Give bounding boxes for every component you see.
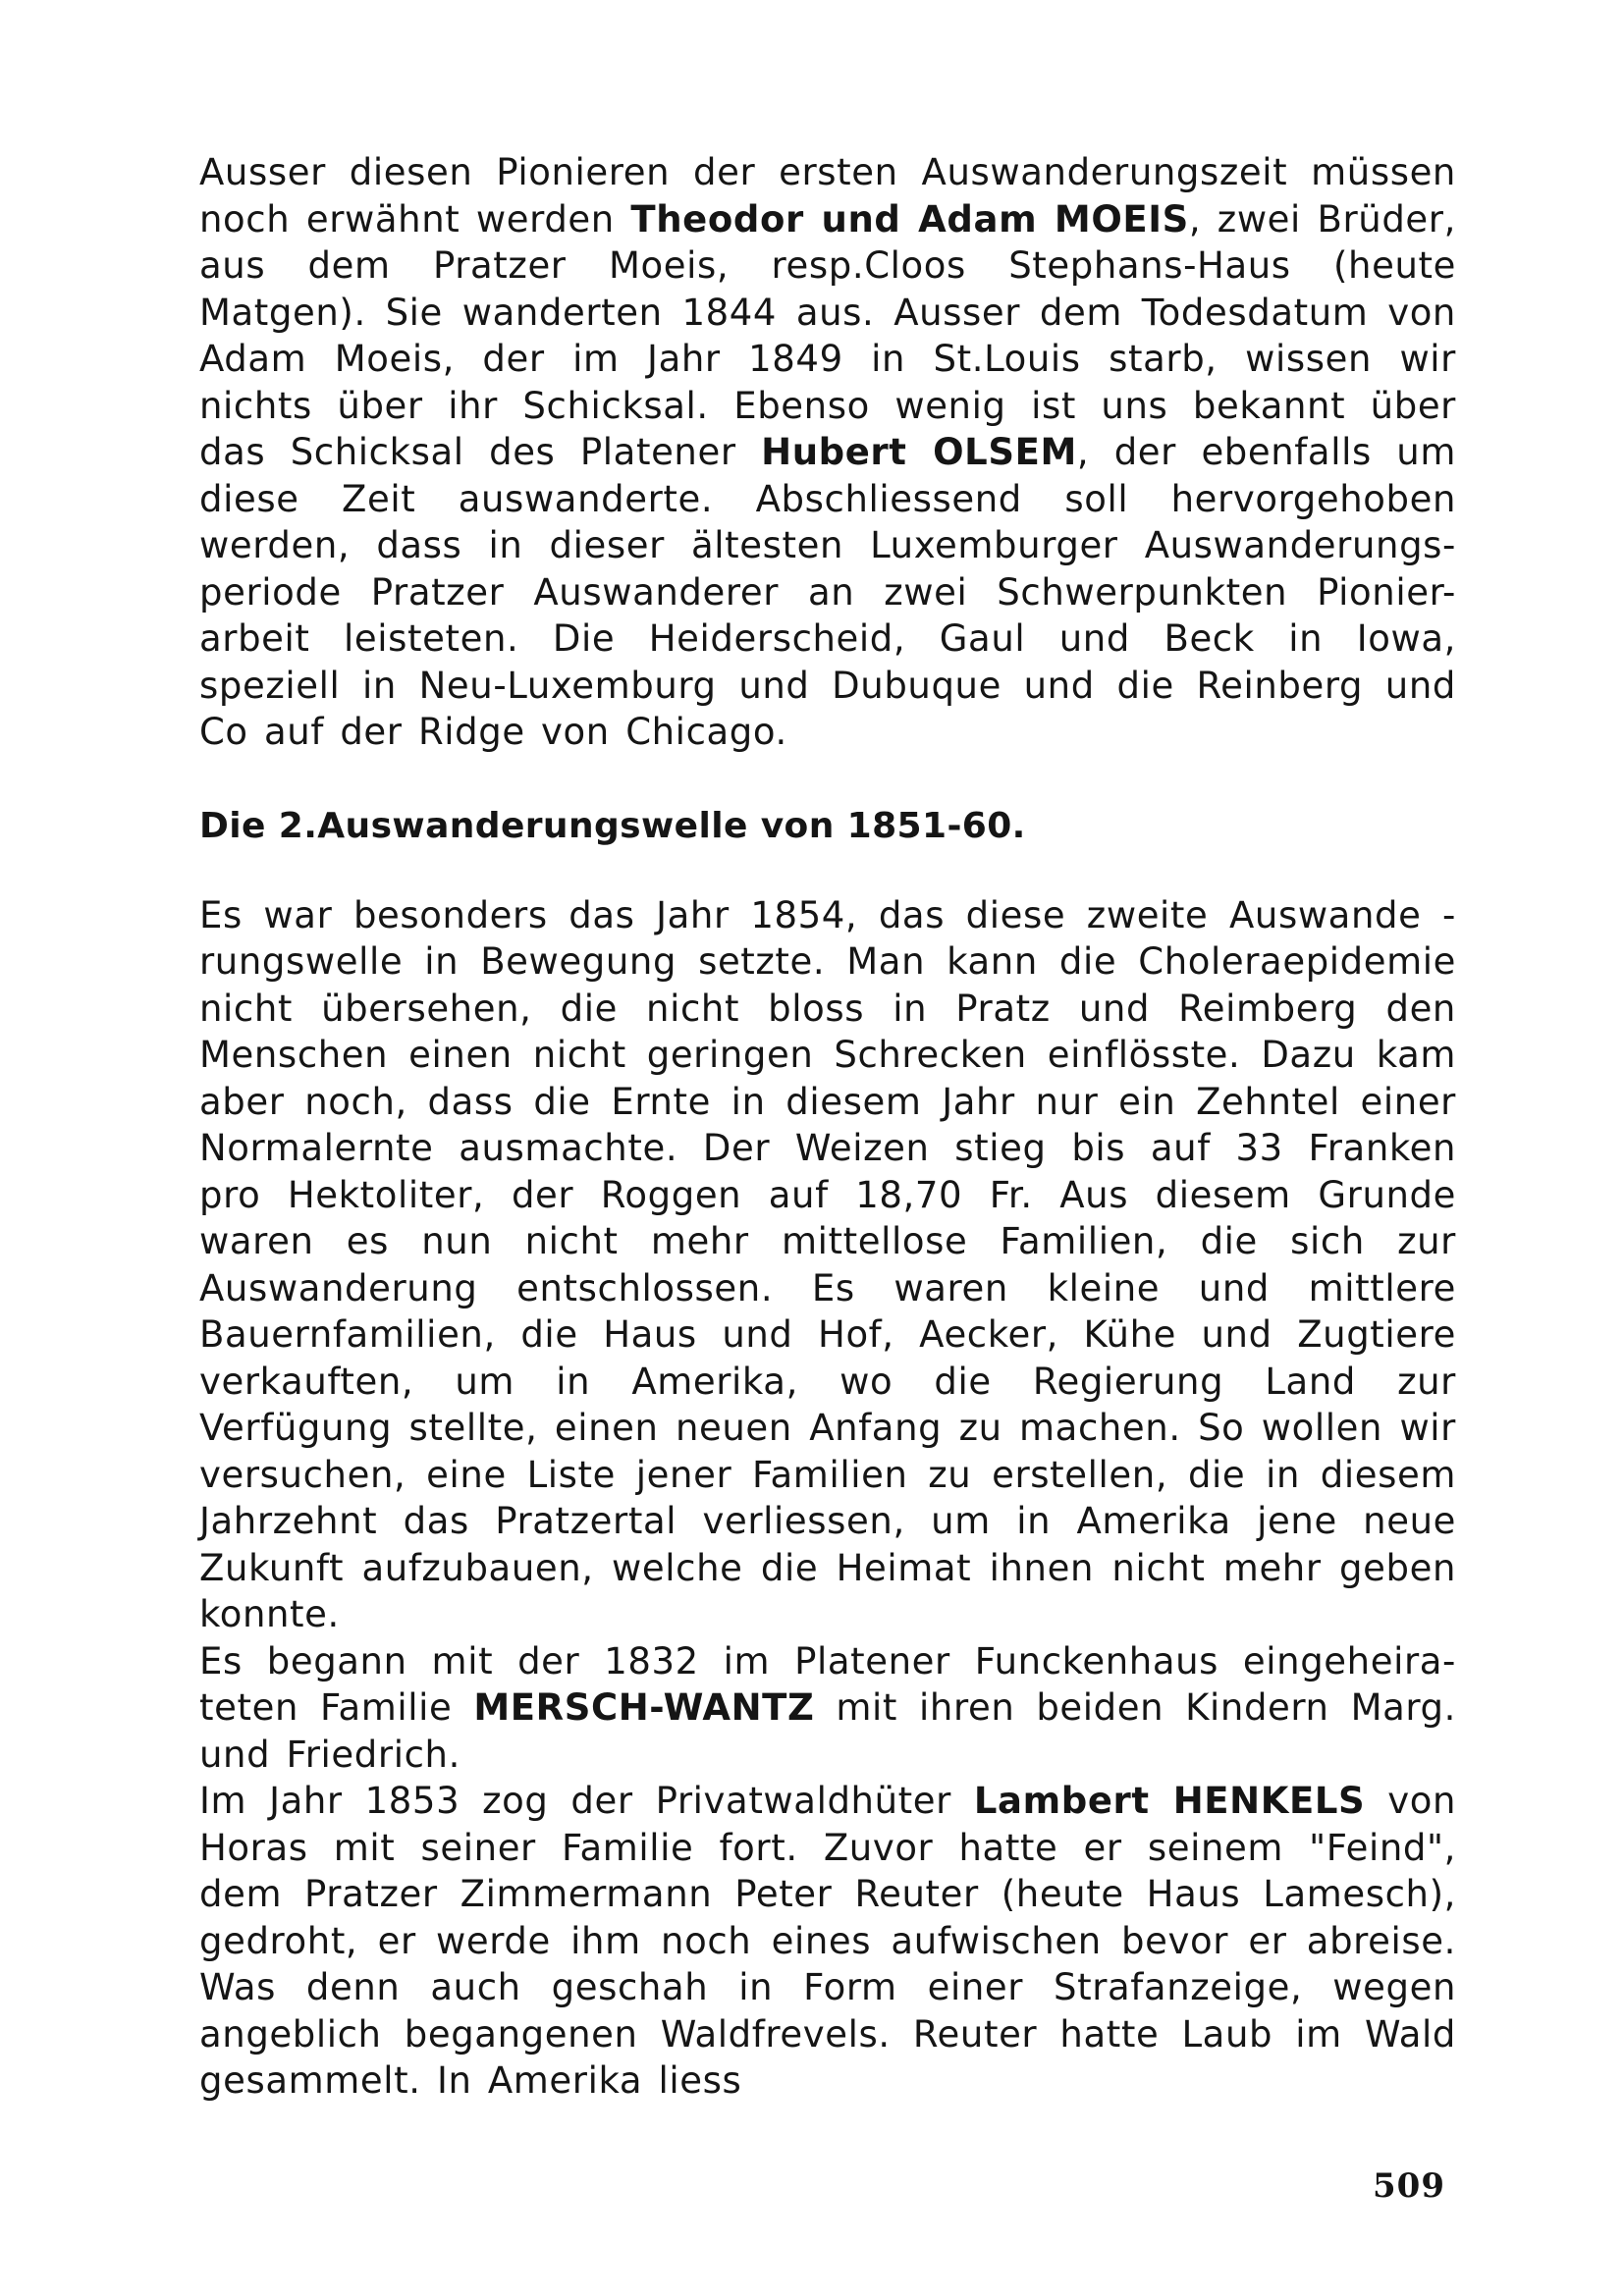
bold-name: MERSCH-WANTZ <box>473 1686 815 1729</box>
section-heading <box>199 803 1456 849</box>
bold-name: Hubert OLSEM <box>761 431 1077 473</box>
bold-name: Die 2.Auswanderungswelle von 1851-60. <box>199 805 1026 846</box>
paragraph <box>199 892 1456 1638</box>
text-segment: Ausser diesen Pionieren der ersten Auswanderungszeit müssen noch erwähnt werden <box>199 151 1456 240</box>
paragraph <box>199 1778 1456 2105</box>
text-segment: von Horas mit seiner Familie fort. Zuvor hatte er seinem "Feind", dem Pratzer Zimmermann Peter Reuter (heute Haus Lamesch), gedroht, er werde ihm noch eines aufwischen bevor er abreise. Was denn auch geschah in Form einer Strafanzeige, wegen angeblich begangenen Waldfrevels. Reuter hatte Laub im Wald gesammelt. In Amerika liess <box>199 1780 1456 2102</box>
paragraph <box>199 149 1456 756</box>
paragraph <box>199 1638 1456 1779</box>
text-segment: Im Jahr 1853 zog der Privatwaldhüter <box>199 1780 974 1822</box>
text-segment: , der ebenfalls um diese Zeit auswanderte. Abschliessend soll hervorgehoben werden, dass in dieser ältesten Luxemburger Auswanderungs- periode Pratzer Auswanderer an zwei Schwerpunkten Pionier- arbeit leisteten. Die Heiderscheid, Gaul und Beck in Iowa, speziell in Neu-Luxemburg und Dubuque und die Reinberg und Co auf der Ridge von Chicago. <box>199 431 1456 753</box>
bold-name: Theodor und Adam MOEIS <box>630 197 1189 240</box>
text-segment: mit ihren beiden Kindern Marg. und Friedrich. <box>199 1686 1456 1776</box>
page-number: 509 <box>1373 2166 1445 2206</box>
bold-name: Lambert HENKELS <box>973 1780 1366 1822</box>
text-block <box>199 149 1456 2105</box>
text-segment: , zwei Brüder, aus dem Pratzer Moeis, resp.Cloos Stephans-Haus (heute Matgen). Sie wanderten 1844 aus. Ausser dem Todesdatum von Adam Moeis, der im Jahr 1849 in St.Louis starb, wissen wir nichts über ihr Schicksal. Ebenso wenig ist uns bekannt über das Schicksal des Platener <box>199 197 1456 473</box>
text-segment: Es begann mit der 1832 im Platener Funckenhaus eingeheira- teten Familie <box>199 1639 1456 1729</box>
text-segment: Es war besonders das Jahr 1854, das diese zweite Auswande - rungswelle in Bewegung setzte. Man kann die Choleraepidemie nicht übersehen, die nicht bloss in Pratz und Reimberg den Menschen einen nicht geringen Schrecken einflösste. Dazu kam aber noch, dass die Ernte in diesem Jahr nur ein Zehntel einer Normalernte ausmachte. Der Weizen stieg bis auf 33 Franken pro Hektoliter, der Roggen auf 18,70 Fr. Aus diesem Grunde waren es nun nicht mehr mittellose Familien, die sich zur Auswanderung entschlossen. Es waren kleine und mittlere Bauernfamilien, die Haus und Hof, Aecker, Kühe und Zugtiere verkauften, um in Amerika, wo die Regierung Land zur Verfügung stellte, einen neuen Anfang zu machen. So wollen wir versuchen, eine Liste jener Familien zu erstellen, die in diesem Jahrzehnt das Pratzertal verliessen, um in Amerika jene neue Zukunft aufzubauen, welche die Heimat ihnen nicht mehr geben konnte. <box>199 893 1456 1635</box>
